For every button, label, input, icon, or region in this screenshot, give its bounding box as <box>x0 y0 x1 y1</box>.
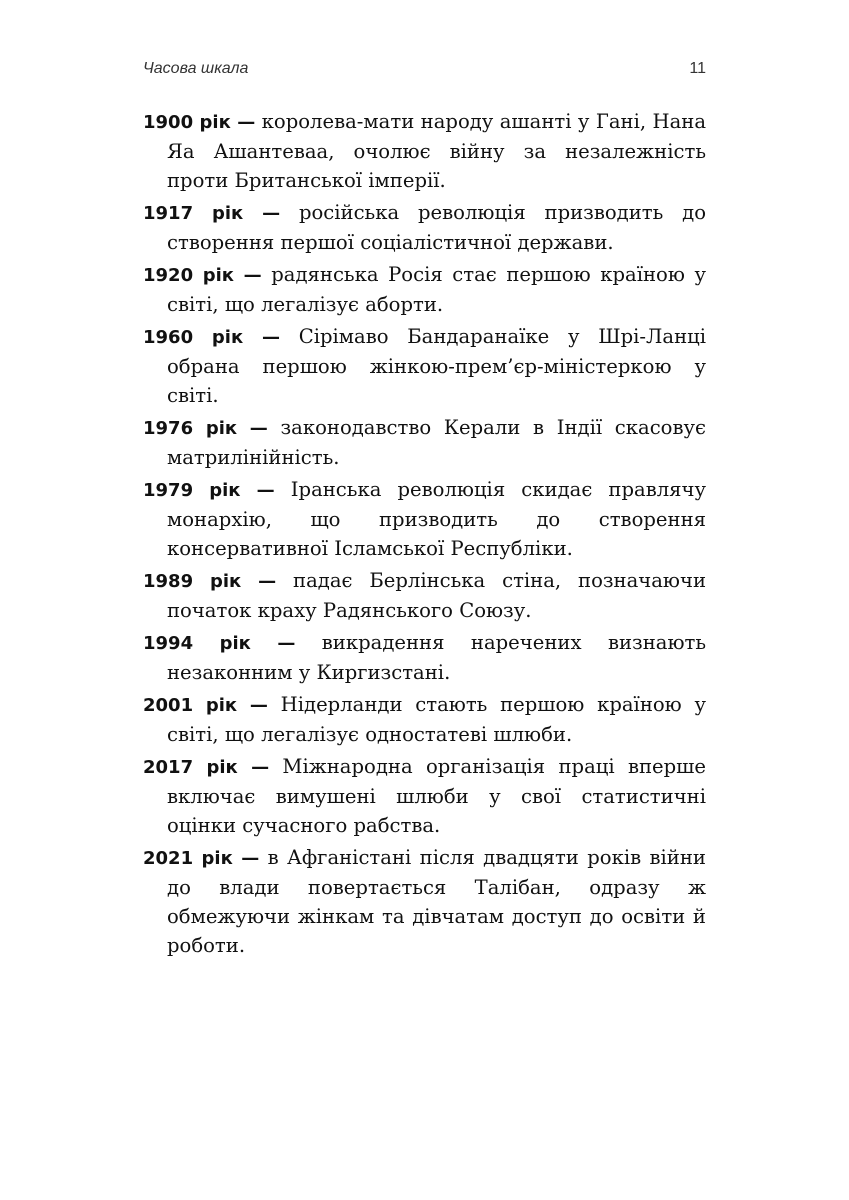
entry-year: 1979 рік <box>143 480 241 501</box>
entry-text: королева-мати народу ашанті у Гані, Нана Яа Ашантеваа, очолює війну за незалежність проти Британської імперії. <box>167 110 706 192</box>
page-header <box>143 60 706 84</box>
entry-year: 1917 рік <box>143 203 244 224</box>
entry-text: законодавство Керали в Індії скасовує матрилінійність. <box>167 416 706 469</box>
entry-text: радянська Росія стає першою країною у світі, що легалізує аборти. <box>167 263 707 316</box>
timeline-entry <box>143 198 706 257</box>
page-number: 11 <box>689 60 706 77</box>
entry-dash: — <box>262 203 281 224</box>
timeline-entry <box>143 628 706 687</box>
entry-year: 1920 рік <box>143 265 235 286</box>
entry-text: в Афганістані після двадцяти років війни до влади повертається Талібан, одразу ж обмежуючи жінкам та дівчатам доступ до освіти й роботи. <box>167 846 706 957</box>
entry-year: 2021 рік <box>143 848 233 869</box>
entry-dash: — <box>251 757 270 778</box>
entry-year: 1976 рік <box>143 418 238 439</box>
entry-dash: — <box>249 418 268 439</box>
entry-dash: — <box>277 633 296 654</box>
entry-text: Сірімаво Бандаранаїке у Шрі-Ланці обрана першою жінкою-прем’єр-міністеркою у світі. <box>167 325 707 407</box>
timeline-entry <box>143 475 706 563</box>
entry-dash: — <box>237 112 256 133</box>
entry-text: Нідерланди стають першою країною у світі, що легалізує одностатеві шлюби. <box>167 693 706 746</box>
timeline-entry <box>143 690 706 749</box>
entry-dash: — <box>261 327 280 348</box>
entry-text: Міжнародна організація праці вперше включає вимушені шлюби у свої статистичні оцінки сучасного рабства. <box>167 755 706 837</box>
timeline-entry <box>143 322 706 410</box>
entry-year: 1989 рік <box>143 571 242 592</box>
entry-text: падає Берлінська стіна, позначаючи початок краху Радянського Союзу. <box>167 569 707 622</box>
entry-year: 1960 рік <box>143 327 244 348</box>
entry-year: 1900 рік <box>143 112 231 133</box>
entry-dash: — <box>241 848 260 869</box>
entry-dash: — <box>256 480 275 501</box>
entry-dash: — <box>258 571 277 592</box>
running-title: Часова шкала <box>143 60 249 77</box>
timeline-entry <box>143 843 706 960</box>
entry-text: викрадення наречених визнають незаконним у Киргизстані. <box>167 631 707 684</box>
timeline-list <box>143 107 706 963</box>
entry-year: 1994 рік <box>143 633 251 654</box>
entry-dash: — <box>243 265 262 286</box>
timeline-entry <box>143 566 706 625</box>
entry-dash: — <box>249 695 268 716</box>
entry-year: 2017 рік <box>143 757 238 778</box>
timeline-entry <box>143 752 706 840</box>
entry-text: Іранська революція скидає правлячу монархію, що призводить до створення консервативної Ісламської Республіки. <box>167 478 707 560</box>
entry-year: 2001 рік <box>143 695 238 716</box>
entry-text: російська революція призводить до створення першої соціалістичної держави. <box>167 201 707 254</box>
timeline-entry <box>143 413 706 472</box>
timeline-entry <box>143 260 706 319</box>
timeline-entry <box>143 107 706 195</box>
